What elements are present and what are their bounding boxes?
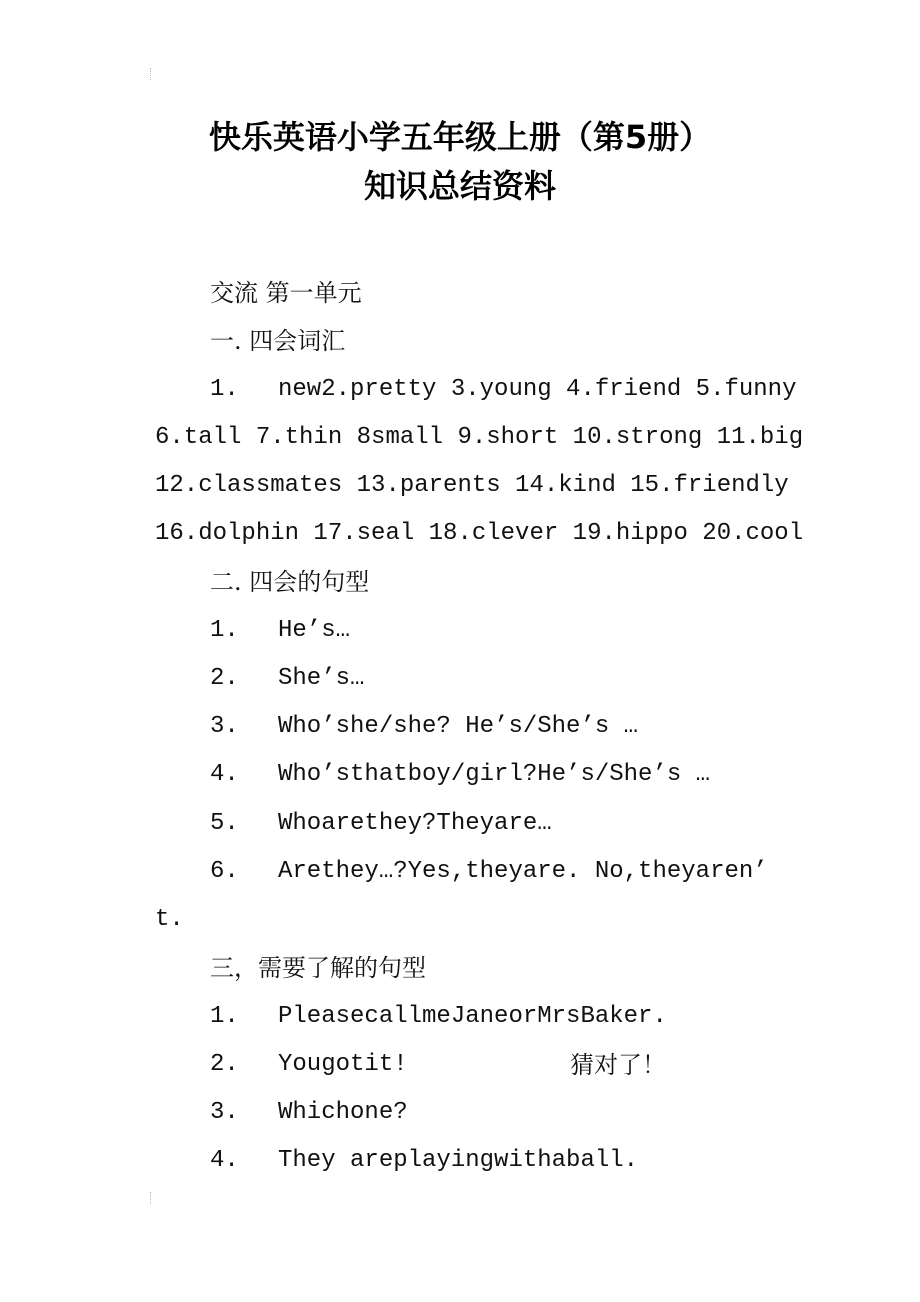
- vocab-line-4: 16.dolphin 17.seal 18.clever 19.hippo 20.cool: [155, 520, 804, 547]
- item-number: 2.: [210, 665, 239, 692]
- useful-sentence-item: [210, 1149, 638, 1173]
- item-text: Yougotit!: [278, 1051, 408, 1078]
- title-line-2: 知识总结资料: [363, 167, 556, 205]
- item-number: 4.: [210, 761, 239, 788]
- item-number: 1.: [210, 1003, 239, 1030]
- section-2-heading: 二. 四会的句型: [210, 568, 370, 596]
- item-number: 2.: [210, 1051, 239, 1078]
- corner-mark-bottom: [150, 1192, 155, 1204]
- vocab-line-3: 12.classmates 13.parents 14.kind 15.friendly: [155, 472, 789, 499]
- item-number: 1.: [210, 617, 239, 644]
- section-1-heading: 一. 四会词汇: [210, 327, 346, 355]
- vocab-line-1: [210, 378, 796, 402]
- item-text: Whoarethey?Theyare…: [278, 810, 552, 837]
- item-text: He’s…: [278, 617, 351, 644]
- item-text: They areplayingwithaball.: [278, 1147, 639, 1174]
- sentence-pattern-item: [210, 715, 638, 739]
- item-text: Arethey…?Yes,theyare. No,theyaren’: [278, 858, 768, 885]
- corner-mark-top: [150, 68, 155, 80]
- item-number: 6.: [210, 858, 239, 885]
- item-text: Who’she/she? He’s/She’s …: [278, 713, 639, 740]
- sentence-pattern-item: [210, 860, 768, 884]
- sentence-pattern-wrap: t.: [155, 906, 184, 933]
- useful-sentence-item: [210, 1101, 408, 1125]
- sentence-pattern-item: [210, 619, 350, 643]
- item-text: She’s…: [278, 665, 365, 692]
- item-text: PleasecallmeJaneorMrsBaker.: [278, 1003, 667, 1030]
- item-number: 3.: [210, 713, 239, 740]
- item-translation-note: 猜对了！: [570, 1051, 666, 1079]
- item-text: Whichone?: [278, 1099, 408, 1126]
- vocab-item-number: 1.: [210, 376, 239, 403]
- vocab-line-2: 6.tall 7.thin 8small 9.short 10.strong 11.big: [155, 424, 804, 451]
- useful-sentence-item: [210, 1005, 667, 1029]
- useful-sentence-item: [210, 1053, 408, 1077]
- section-3-heading: 三，需要了解的句型: [210, 954, 426, 982]
- item-number: 4.: [210, 1147, 239, 1174]
- sentence-pattern-item: [210, 812, 552, 836]
- sentence-pattern-item: [210, 667, 364, 691]
- item-text: Who’sthatboy/girl?He’s/She’s …: [278, 761, 711, 788]
- item-number: 5.: [210, 810, 239, 837]
- item-number: 3.: [210, 1099, 239, 1126]
- vocab-item-text: new2.pretty 3.young 4.friend 5.funny: [278, 376, 797, 403]
- title-line-1: 快乐英语小学五年级上册（第5册）: [208, 118, 712, 156]
- unit-heading: 交流 第一单元: [210, 279, 362, 307]
- sentence-pattern-item: [210, 763, 710, 787]
